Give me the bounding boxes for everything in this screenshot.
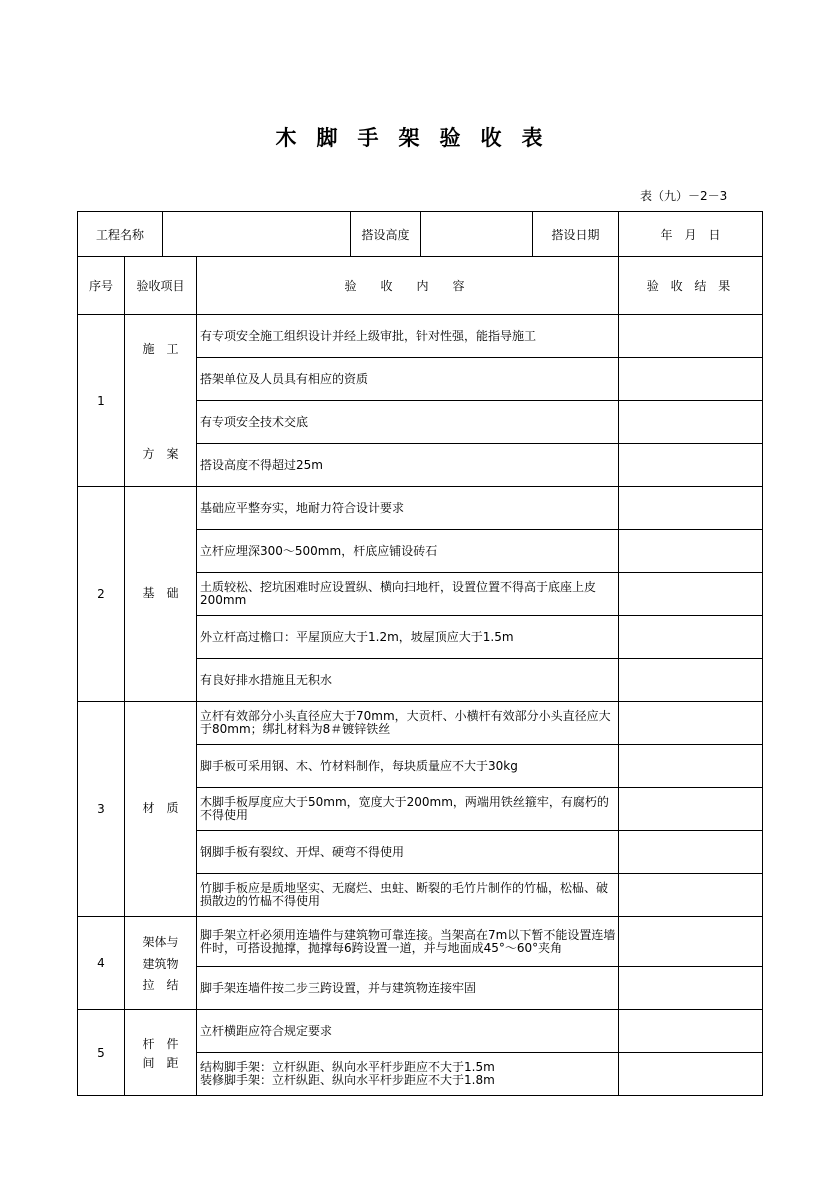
height-label: 搭设高度 [351, 212, 421, 257]
result-cell[interactable] [619, 874, 763, 917]
result-cell[interactable] [619, 616, 763, 659]
result-cell[interactable] [619, 573, 763, 616]
table-row [78, 1010, 763, 1053]
content-cell: 搭设高度不得超过25m [197, 444, 619, 487]
content-cell: 结构脚手架：立杆纵距、纵向水平杆步距应不大于1.5m 装修脚手架：立杆纵距、纵向水平杆步距应不大于1.8m [197, 1053, 619, 1096]
item-label: 杆 件 [142, 1036, 179, 1051]
seq-cell: 1 [78, 315, 125, 487]
date-field[interactable]: 年 月 日 [619, 212, 763, 257]
item-label: 施 工 [142, 341, 179, 356]
table-row [78, 487, 763, 530]
result-cell[interactable] [619, 917, 763, 967]
content-cell: 有专项安全施工组织设计并经上级审批，针对性强，能指导施工 [197, 315, 619, 358]
col-result: 验 收 结 果 [619, 257, 763, 315]
result-cell[interactable] [619, 315, 763, 358]
seq-cell: 2 [78, 487, 125, 702]
content-cell: 木脚手板厚度应大于50mm，宽度大于200mm，两端用铁丝箍牢，有腐朽的不得使用 [197, 788, 619, 831]
result-cell[interactable] [619, 401, 763, 444]
item-label: 基 础 [142, 586, 179, 600]
table-row [78, 702, 763, 745]
inspection-table [77, 211, 763, 1096]
height-field[interactable] [421, 212, 533, 257]
item-label: 架体与 [142, 935, 179, 949]
project-name-label: 工程名称 [78, 212, 163, 257]
result-cell[interactable] [619, 487, 763, 530]
page-title: 木脚手架验收表 [275, 125, 563, 150]
content-cell: 有良好排水措施且无积水 [197, 659, 619, 702]
content-cell: 脚手架连墙件按二步三跨设置，并与建筑物连接牢固 [197, 967, 619, 1010]
item-label: 方 案 [142, 446, 179, 461]
content-cell: 土质较松、挖坑困难时应设置纵、横向扫地杆，设置位置不得高于底座上皮200mm [197, 573, 619, 616]
content-cell: 钢脚手板有裂纹、开焊、硬弯不得使用 [197, 831, 619, 874]
col-item: 验收项目 [125, 257, 197, 315]
content-cell: 基础应平整夯实，地耐力符合设计要求 [197, 487, 619, 530]
col-seq: 序号 [78, 257, 125, 315]
item-cell [125, 702, 197, 917]
result-cell[interactable] [619, 702, 763, 745]
date-label: 搭设日期 [533, 212, 619, 257]
content-cell: 脚手板可采用钢、木、竹材料制作，每块质量应不大于30kg [197, 745, 619, 788]
item-label: 建筑物 [142, 956, 179, 971]
result-cell[interactable] [619, 1010, 763, 1053]
result-cell[interactable] [619, 358, 763, 401]
result-cell[interactable] [619, 788, 763, 831]
item-cell [125, 1010, 197, 1096]
form-code: 表（九）－2－3 [640, 189, 728, 203]
result-cell[interactable] [619, 530, 763, 573]
item-cell [125, 917, 197, 1010]
content-cell: 竹脚手板应是质地坚实、无腐烂、虫蛀、断裂的毛竹片制作的竹榀，松榀、破损散边的竹榀不得使用 [197, 874, 619, 917]
item-cell [125, 315, 197, 487]
content-cell: 有专项安全技术交底 [197, 401, 619, 444]
content-cell: 外立杆高过檐口：平屋顶应大于1.2m，坡屋顶应大于1.5m [197, 616, 619, 659]
item-cell [125, 487, 197, 702]
seq-cell: 5 [78, 1010, 125, 1096]
content-cell: 立杆应埋深300～500mm，杆底应铺设砖石 [197, 530, 619, 573]
seq-cell: 3 [78, 702, 125, 917]
table-row [78, 315, 763, 358]
content-cell: 立杆有效部分小头直径应大于70mm，大贡杆、小横杆有效部分小头直径应大于80mm；绑扎材料为8＃镀锌铁丝 [197, 702, 619, 745]
result-cell[interactable] [619, 831, 763, 874]
project-name-field[interactable] [163, 212, 351, 257]
result-cell[interactable] [619, 745, 763, 788]
item-label: 拉 结 [142, 978, 179, 992]
table-row [78, 917, 763, 967]
col-content: 验 收 内 容 [197, 257, 619, 315]
result-cell[interactable] [619, 967, 763, 1010]
content-cell: 脚手架立杆必须用连墙件与建筑物可靠连接。当架高在7m以下暂不能设置连墙件时，可搭设抛撑，抛撑每6跨设置一道，并与地面成45°～60°夹角 [197, 917, 619, 967]
result-cell[interactable] [619, 1053, 763, 1096]
seq-cell: 4 [78, 917, 125, 1010]
result-cell[interactable] [619, 659, 763, 702]
result-cell[interactable] [619, 444, 763, 487]
content-cell: 立杆横距应符合规定要求 [197, 1010, 619, 1053]
item-label: 材 质 [142, 801, 179, 815]
content-cell: 搭架单位及人员具有相应的资质 [197, 358, 619, 401]
item-label: 间 距 [142, 1055, 179, 1070]
